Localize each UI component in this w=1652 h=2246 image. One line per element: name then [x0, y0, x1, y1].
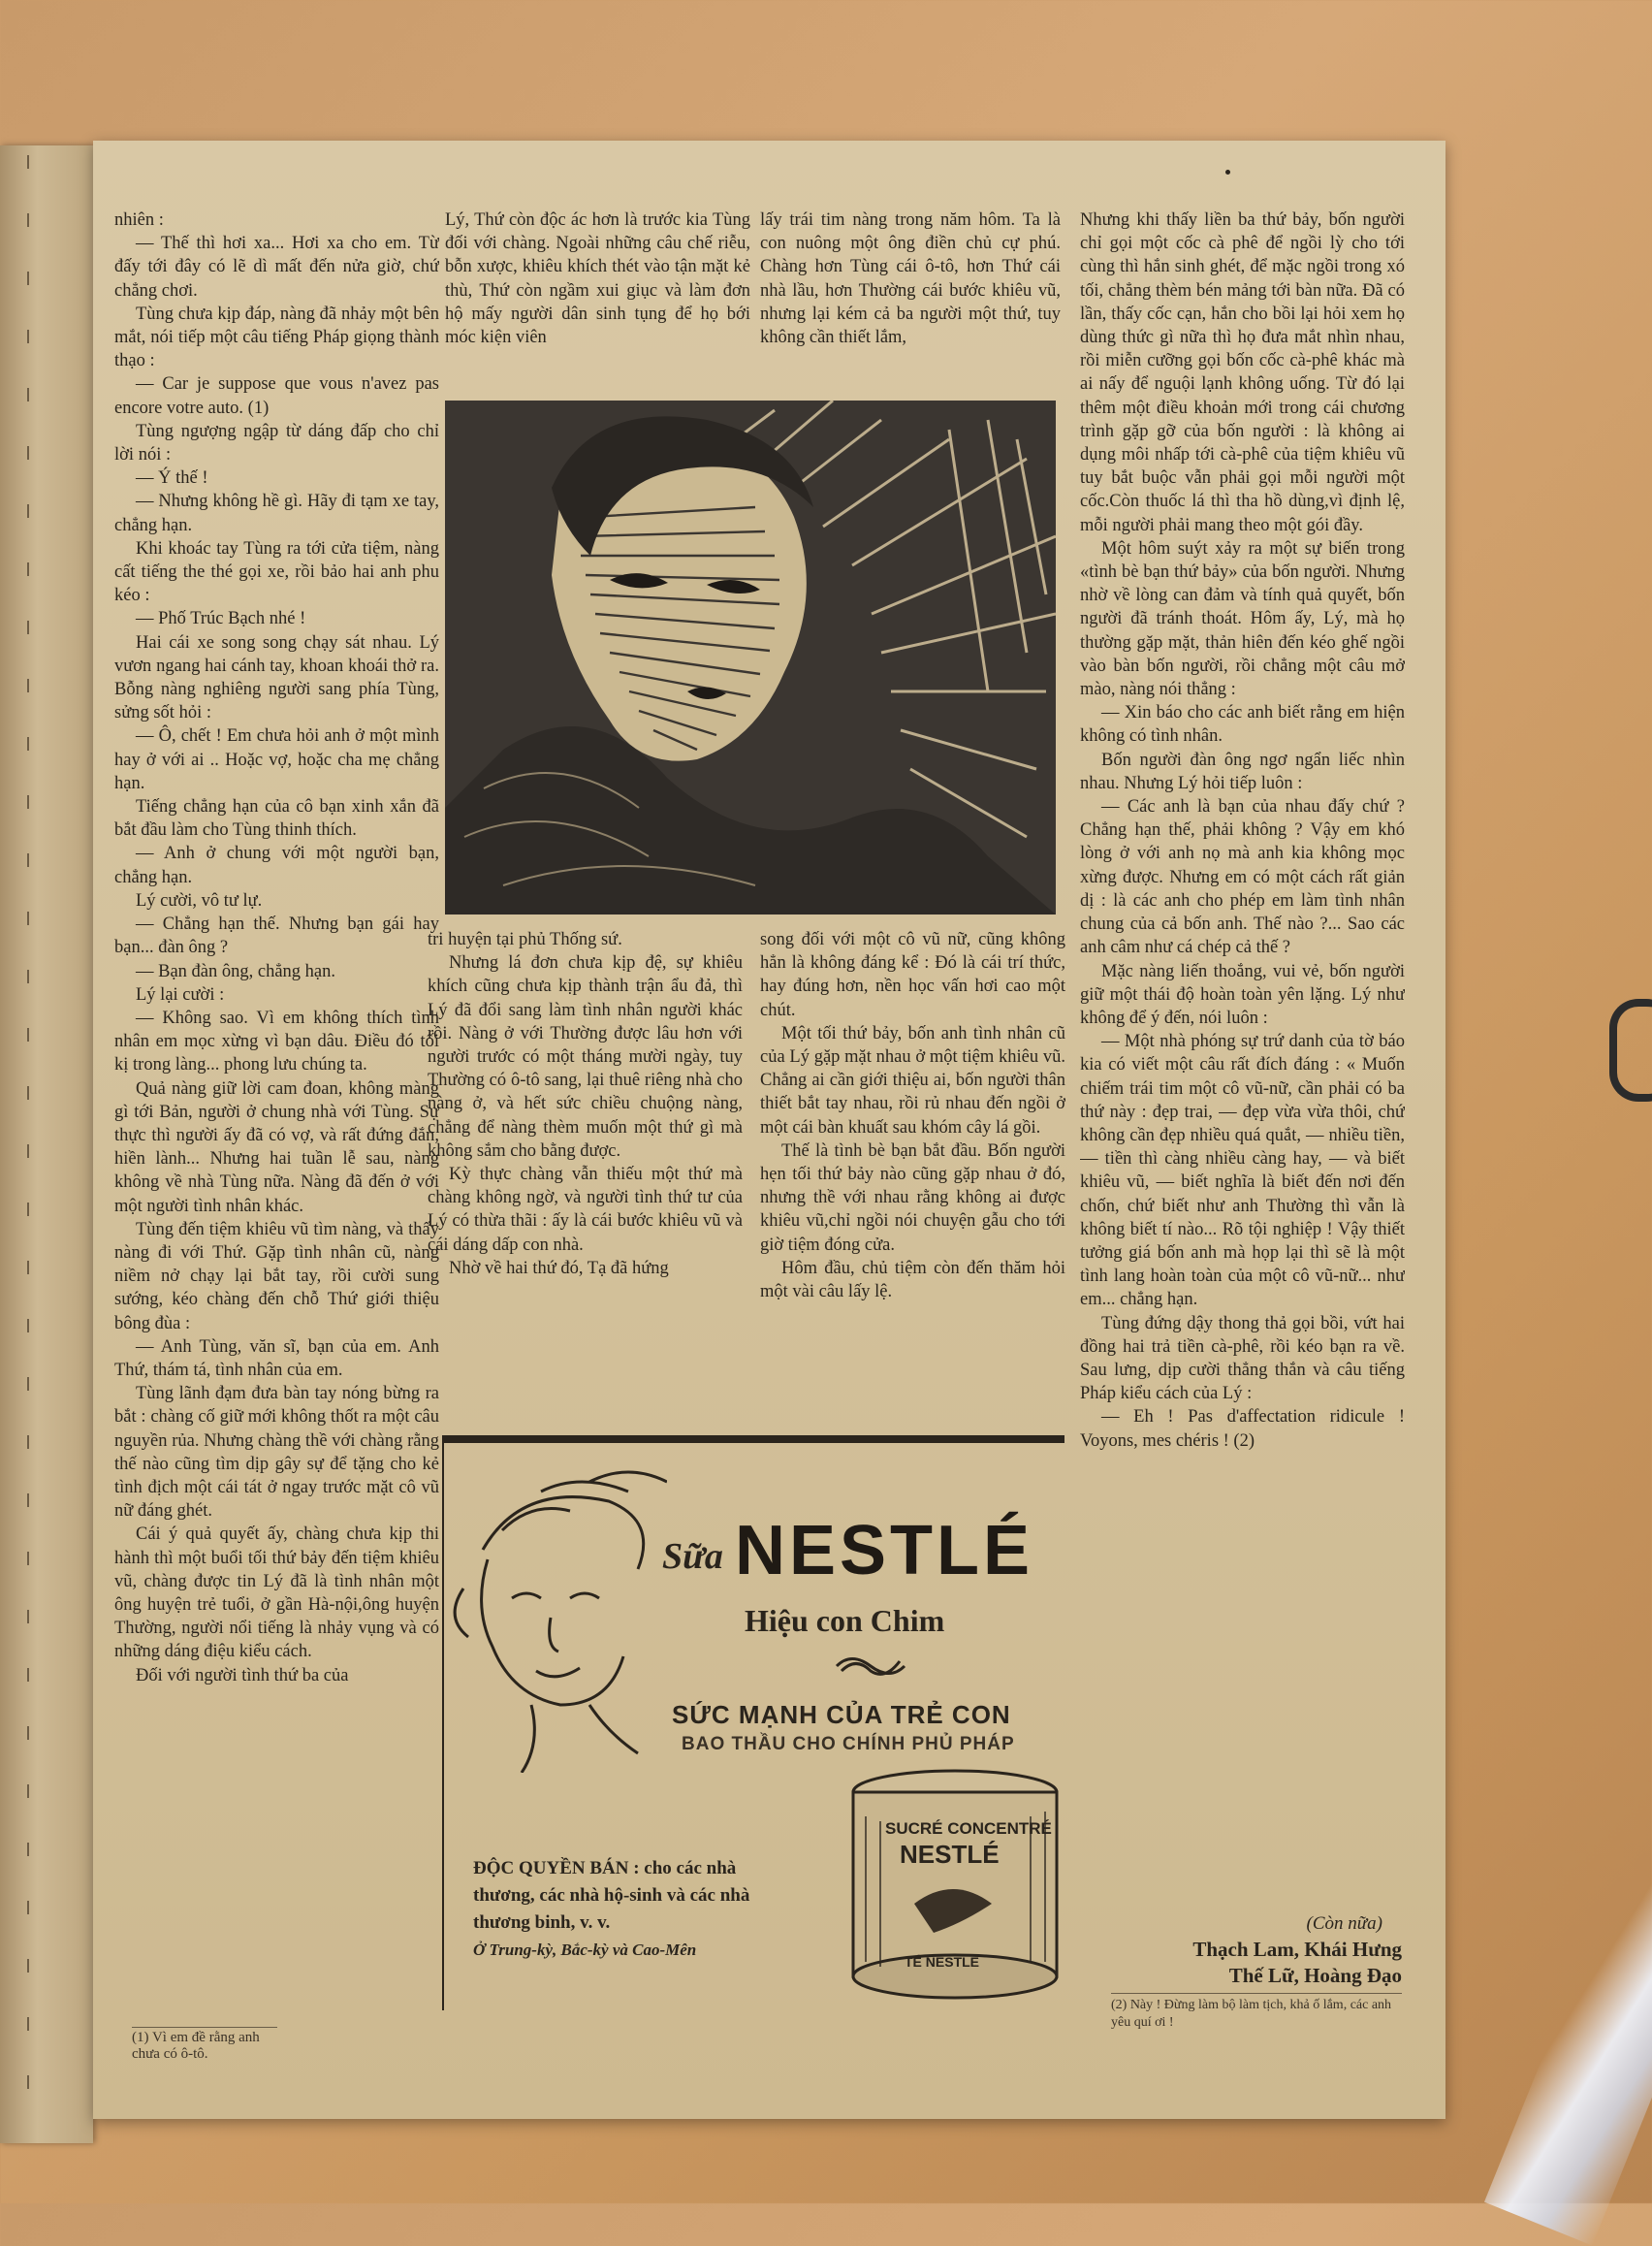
- milk-can-illustration: [846, 1768, 1064, 2005]
- can-label-top: SUCRÉ CONCENTRÉ: [885, 1819, 1052, 1838]
- woodcut-illustration: [445, 401, 1056, 914]
- paragraph: — Thế thì hơi xa... Hơi xa cho em. Từ đấy tới đây có lẽ dì mất đến nửa giờ, chứ chẳng chơi.: [114, 234, 439, 301]
- footnote-2: (2) Này ! Đừng làm bộ làm tịch, khả ố lắm, các anh yêu quí ơi !: [1111, 1993, 1402, 2032]
- nestle-advertisement: [442, 1435, 1064, 2010]
- paragraph: — Bạn đàn ông, chẳng hạn.: [136, 961, 336, 981]
- can-label-brand: NESTLÉ: [900, 1840, 1000, 1869]
- ad-slogan: SỨC MẠNH CỦA TRẺ CON: [672, 1700, 1011, 1729]
- authors-line-1: Thạch Lam, Khái Hưng: [1192, 1938, 1402, 1961]
- paragraph: — Xin báo cho các anh biết rằng em hiện không có tình nhân.: [1080, 703, 1405, 747]
- paragraph: Nhờ về hai thứ đó, Tạ đã hứng: [449, 1258, 669, 1278]
- paragraph: Lý, Thứ còn độc ác hơn là trước kia Tùng đối với chàng. Ngoài những câu chế riễu, bỗn xược, khiêu khích thét vào tận mặt kẻ thù, Thứ còn ngầm xui giục và làm đơn hộ mấy người dân sinh tụng để họ bới móc kiện viên: [445, 210, 750, 348]
- authors-line-2: Thế Lữ, Hoàng Đạo: [1228, 1964, 1402, 1987]
- paragraph: Thế là tình bè bạn bắt đầu. Bốn người hẹn tối thứ bảy nào cũng gặp nhau ở đó, nhưng thề với nhau rằng không ai được khiêu vũ,chỉ ngồi nói chuyện gẫu cho tới giờ tiệm đóng cửa.: [760, 1140, 1065, 1255]
- paragraph: — Phố Trúc Bạch nhé !: [136, 609, 306, 629]
- paragraph: — Ô, chết ! Em chưa hỏi anh ở một mình hay ở với ai .. Hoặc vợ, hoặc cha mẹ chẳng hạn.: [114, 726, 439, 793]
- paragraph: — Anh ở chung với một người bạn, chẳng hạn.: [114, 844, 439, 887]
- paragraph: — Một nhà phóng sự trứ danh của tờ báo kia có viết một câu rất đích đáng : « Muốn chiếm trái tim một cô vũ-nữ, cần phải có ba thứ này : đẹp trai, — đẹp vừa vừa thôi, chứ không cần đẹp nhiều quá quắt, — nhiều tiền, — tiền thì càng nhiều càng hay, — và biết khiêu vũ, — biết nghĩa là biết đến nơi đến chốn, chứ biết như anh Thường thì vẫn là không biết tí nào... Rõ tội nghiệp ! Vậy thiết tưởng giá bốn anh mà họp lại thì sẽ là một tình lang hoàn toàn của một cô vũ-nữ... như em... chẳng hạn.: [1080, 1032, 1405, 1310]
- ad-distribution: ĐỘC QUYỀN BÁN : cho các nhà thương, các nhà hộ-sinh và các nhà thương binh, v. v.: [473, 1858, 750, 1933]
- paragraph: lấy trái tim nàng trong năm hôm. Ta là con nuông một ông điền chủ cự phú. Chàng hơn Tùng cái ô-tô, hơn Thứ cái nhà lầu, hơn Thường cái bước khiêu vũ, nhưng lại kém cả ba người một thứ, tuy không cần thiết lắm,: [760, 210, 1061, 348]
- paragraph: Tùng lãnh đạm đưa bàn tay nóng bừng ra bắt : chàng cố giữ mới không thốt ra một câu nguyền rủa. Nhưng chàng thề với chàng rằng thế nào cũng tìm dịp gây sự để tặng cho kẻ tình địch một cái tát ở ngay trước mặt cô vũ nữ đáng ghét.: [114, 1384, 439, 1522]
- ad-places: Ở Trung-kỳ, Bắc-kỳ và Cao-Mên: [473, 1941, 697, 1959]
- paragraph: Hai cái xe song song chạy sát nhau. Lý vươn ngang hai cánh tay, khoan khoái thở ra. Bỗng nàng nghiêng người sang phía Tùng, sửng sốt hỏi :: [114, 632, 439, 723]
- author-signature: [1160, 1910, 1402, 1989]
- paragraph: Tùng chưa kịp đáp, nàng đã nhảy một bên mắt, nói tiếp một câu tiếng Pháp giọng thành thạo :: [114, 304, 439, 371]
- can-label-bottom: TÉ NESTLÉ: [905, 1954, 980, 1970]
- paragraph: Tùng đứng dậy thong thả gọi bồi, vứt hai đồng hai trả tiền cà-phê, rồi kéo bạn ra về. Sau lưng, dịp cười thẳng thắn và câu tiếng Pháp kiểu cách của Lý :: [1080, 1313, 1405, 1404]
- paragraph: Nhưng khi thấy liền ba thứ bảy, bốn người chỉ gọi một cốc cà phê để ngồi lỳ cho tới cùng thì hắn sinh ghét, để mặc ngồi trong xó tối, chẳng thèm bén mảng tới bàn nữa. Đã có lần, thấy cốc cạn, hắn cho bồi lại hỏi xem họ dùng thức gì nữa thì họ đưa mắt nhìn nhau, rồi miễn cưỡng gọi bốn cốc cà-phê khác mà ai nấy để nguội lạnh không uống. Từ đó lại thêm một điều khoản mới trong cái chương trình gặp gỡ của bốn người : là không ai dụng môi nhấp tới cà-phê của tiệm khiêu vũ tuy bắt buộc vẫn phải gọi mỗi người một cốc.Còn thuốc lá thì tha hồ dùng,vì định lệ, mỗi người phải mang theo một gói đầy.: [1080, 210, 1405, 535]
- paragraph: — Eh ! Pas d'affectation ridicule ! Voyons, mes chéris ! (2): [1080, 1407, 1405, 1451]
- ad-distribution-text: [473, 1855, 793, 1964]
- ad-brand-name: NESTLÉ: [735, 1512, 1034, 1589]
- paragraph: — Ý thế !: [136, 468, 208, 489]
- paragraph: Nhưng lá đơn chưa kịp đệ, sự khiêu khích cũng chưa kịp thành trận ẩu đả, thì Lý đã đổi sang làm tình nhân người khác rồi. Nàng ở với Thường được lâu hơn với người trước có một tháng mười ngày, tuy Thường có ô-tô sang, lại thuê riêng nhà cho nàng ở, và hết sức chiều chuộng nàng, chẳng để nàng thèm muốn một thứ gì mà không sắm cho bằng được.: [428, 953, 743, 1161]
- paragraph: Tiếng chẳng hạn của cô bạn xinh xắn đã bắt đầu làm cho Tùng thinh thích.: [114, 797, 439, 841]
- paragraph: Quả nàng giữ lời cam đoan, không màng gì tới Bản, người ở chung nhà với Tùng. Sự thực thì người ấy đã có vợ, và rất đứng đắn, hiền lành... Nhưng hai tuần lễ sau, nàng không về nhà Tùng nữa. Nàng đã đến ở với một người tình nhân khác.: [114, 1078, 439, 1216]
- paragraph: — Không sao. Vì em không thích tình nhân em mọc xừng vì bạn dâu. Điều đó tối kị trong làng... phong lưu chúng ta.: [114, 1008, 439, 1075]
- paragraph: Kỳ thực chàng vẫn thiếu một thứ mà chàng không ngờ, và người tình thứ tư của Lý có thừa thãi : ấy là cái bước khiêu vũ và cái dáng dấp con nhà.: [428, 1165, 743, 1255]
- ad-contract-line: BAO THẦU CHO CHÍNH PHỦ PHÁP: [682, 1734, 1015, 1754]
- paragraph: — Car je suppose que vous n'avez pas encore votre auto. (1): [114, 374, 439, 418]
- paragraph: Tùng đến tiệm khiêu vũ tìm nàng, và thấy nàng đi với Thứ. Gặp tình nhân cũ, nàng niềm nở chạy lại bắt tay, rồi cười sung sướng, kéo chàng đến chỗ Thứ giới thiệu bông đùa :: [114, 1219, 439, 1333]
- paragraph: song đối với một cô vũ nữ, cũng không hẳn là không đáng kể : Đó là cái trí thức, hay đúng hơn, nền học vấn hơi cao một chút.: [760, 930, 1065, 1020]
- paragraph: Một hôm suýt xảy ra một sự biến trong «tình bè bạn thứ bảy» của bốn người. Nhưng nhờ về lòng can đảm và tính quả quyết, bốn người đã tránh thoát. Hôm ấy, Lý, mà họ thường gặp mặt, thản hiên đến kéo ghế ngồi vào bàn bốn người, rồi chẳng một câu mở mào, nàng nói thẳng :: [1080, 538, 1405, 700]
- paragraph: — Các anh là bạn của nhau đấy chứ ? Chẳng hạn thế, phải không ? Vậy em khó lòng ở với anh nọ mà anh kia không mọc xừng được. Nhưng em có một cách rất giản dị : là các anh cho phép em làm tình nhân chung của cả bốn anh. Thế nào ?... Sao các anh câm như cá chép cả thế ?: [1080, 797, 1405, 958]
- paragraph: Đối với người tình thứ ba của: [136, 1665, 349, 1685]
- paragraph: Hôm đầu, chủ tiệm còn đến thăm hỏi một vài câu lấy lệ.: [760, 1258, 1065, 1302]
- paragraph: Lý lại cười :: [136, 984, 225, 1005]
- paragraph: Cái ý quả quyết ấy, chàng chưa kịp thi hành thì một buổi tối thứ bảy đến tiệm khiêu vũ, chàng được tin Lý đã là tình nhân một ông huyện trẻ tuổi, ở gần Hà-nội,ông huyện Thường, người nổi tiếng là nhảy vụng và có những dáng điệu kiểu cách.: [114, 1524, 439, 1662]
- article-column-2-top: [445, 209, 750, 383]
- article-column-4: [1080, 209, 1405, 2032]
- paragraph: Bốn người đàn ông ngơ ngẩn liếc nhìn nhau. Nhưng Lý hỏi tiếp luôn :: [1080, 750, 1405, 793]
- magazine-page: [93, 141, 1446, 2119]
- child-face-drawing: [444, 1462, 667, 1773]
- paragraph: — Chẳng hạn thế. Nhưng bạn gái hay bạn... đàn ông ?: [114, 914, 439, 958]
- page-mark: [1225, 170, 1230, 175]
- woman-portrait-woodcut: [445, 401, 1056, 914]
- binder-clip: [1609, 999, 1652, 1102]
- paragraph: Khi khoác tay Tùng ra tới cửa tiệm, nàng cất tiếng the thé gọi xe, rồi bảo hai anh phu kéo :: [114, 538, 439, 606]
- paragraph: tri huyện tại phủ Thống sứ.: [428, 930, 622, 949]
- continued-note: (Còn nữa): [1306, 1913, 1382, 1934]
- footnote-1: (1) Vì em đề rằng anh chưa có ô-tô.: [132, 2027, 277, 2063]
- paragraph: Mặc nàng liến thoắng, vui vẻ, bốn người giữ một thái độ hoàn toàn yên lặng. Lý như không để ý đến, nói luôn :: [1080, 961, 1405, 1028]
- paragraph: — Nhưng không hề gì. Hãy đi tạm xe tay, chẳng hạn.: [114, 492, 439, 535]
- paragraph: Một tối thứ bảy, bốn anh tình nhân cũ của Lý gặp mặt nhau ở một tiệm khiêu vũ. Chẳng ai cần giới thiệu ai, bốn người thân thiết bắt tay nhau, rồi rủ nhau đến ngồi ở một cái bàn khuất sau khóm cây lá gồi.: [760, 1023, 1065, 1138]
- article-column-3-top: [760, 209, 1061, 402]
- magazine-binding: [0, 145, 93, 2143]
- paragraph: — Anh Tùng, văn sĩ, bạn của em. Anh Thứ, thám tá, tình nhân của em.: [114, 1336, 439, 1380]
- ornament-icon: [832, 1652, 909, 1681]
- ad-subtitle: Hiệu con Chim: [745, 1603, 945, 1638]
- paragraph: Tùng ngượng ngập từ dáng đấp cho chỉ lời nói :: [114, 421, 439, 465]
- light-glare: [1484, 1734, 1652, 2245]
- paragraph: Lý cười, vô tư lự.: [136, 890, 263, 911]
- article-column-1: [114, 209, 439, 2012]
- ad-brand-prefix: Sữa: [662, 1536, 723, 1577]
- paragraph: nhiên :: [114, 210, 164, 230]
